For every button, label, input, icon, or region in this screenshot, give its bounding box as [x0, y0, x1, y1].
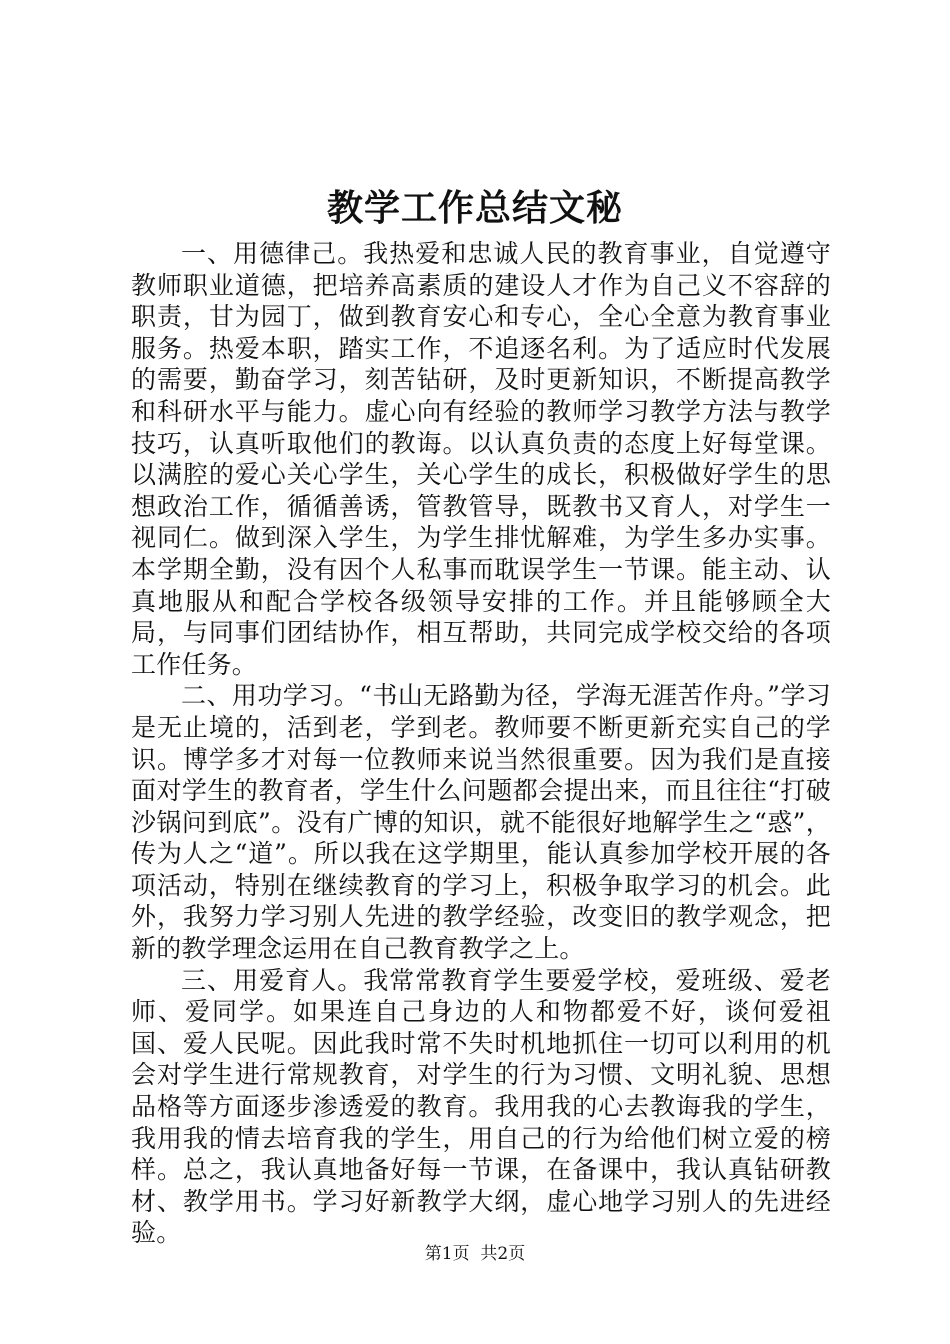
page-indicator: 第1页 共2页 [424, 1244, 526, 1264]
paragraph-3: 三、用爱育人。我常常教育学生要爱学校，爱班级、爱老师、爱同学。如果连自己身边的人和物都爱不好，谈何爱祖国、爱人民呢。因此我时常不失时机地抓住一切可以利用的机会对学生进行常规教育，对学生的行为习惯、文明礼貌、思想品格等方面逐步渗透爱的教育。我用我的心去教诲我的学生，我用我的情去培育我的学生，用自己的行为给他们树立爱的榜样。总之，我认真地备好每一节课，在备课中，我认真钻研教材、教学用书。学习好新教学大纲，虚心地学习别人的先进经验。 [131, 965, 831, 1248]
paragraph-2: 二、用功学习。“书山无路勤为径，学海无涯苦作舟。”学习是无止境的，活到老，学到老。教师要不断更新充实自己的学识。博学多才对每一位教师来说当然很重要。因为我们是直接面对学生的教育者，学生什么问题都会提出来，而且往往“打破沙锅问到底”。没有广博的知识，就不能很好地解学生之“惑”，传为人之“道”。所以我在这学期里，能认真参加学校开展的各项活动，特别在继续教育的学习上，积极争取学习的机会。此外，我努力学习别人先进的教学经验，改变旧的教学观念，把新的教学理念运用在自己教育教学之上。 [131, 681, 831, 964]
document-title: 教学工作总结文秘 [326, 187, 623, 229]
page-footer [0, 1243, 950, 1265]
document-body [131, 238, 831, 1249]
paragraph-1: 一、用德律己。我热爱和忠诚人民的教育事业，自觉遵守教师职业道德，把培养高素质的建设人才作为自己义不容辞的职责，甘为园丁，做到教育安心和专心，全心全意为教育事业服务。热爱本职，踏实工作，不追逐名利。为了适应时代发展的需要，勤奋学习，刻苦钻研，及时更新知识，不断提高教学和科研水平与能力。虚心向有经验的教师学习教学方法与教学技巧，认真听取他们的教诲。以认真负责的态度上好每堂课。以满腔的爱心关心学生，关心学生的成长，积极做好学生的思想政治工作，循循善诱，管教管导，既教书又育人，对学生一视同仁。做到深入学生，为学生排忧解难，为学生多办实事。本学期全勤，没有因个人私事而耽误学生一节课。能主动、认真地服从和配合学校各级领导安排的工作。并且能够顾全大局，与同事们团结协作，相互帮助，共同完成学校交给的各项工作任务。 [131, 239, 831, 679]
